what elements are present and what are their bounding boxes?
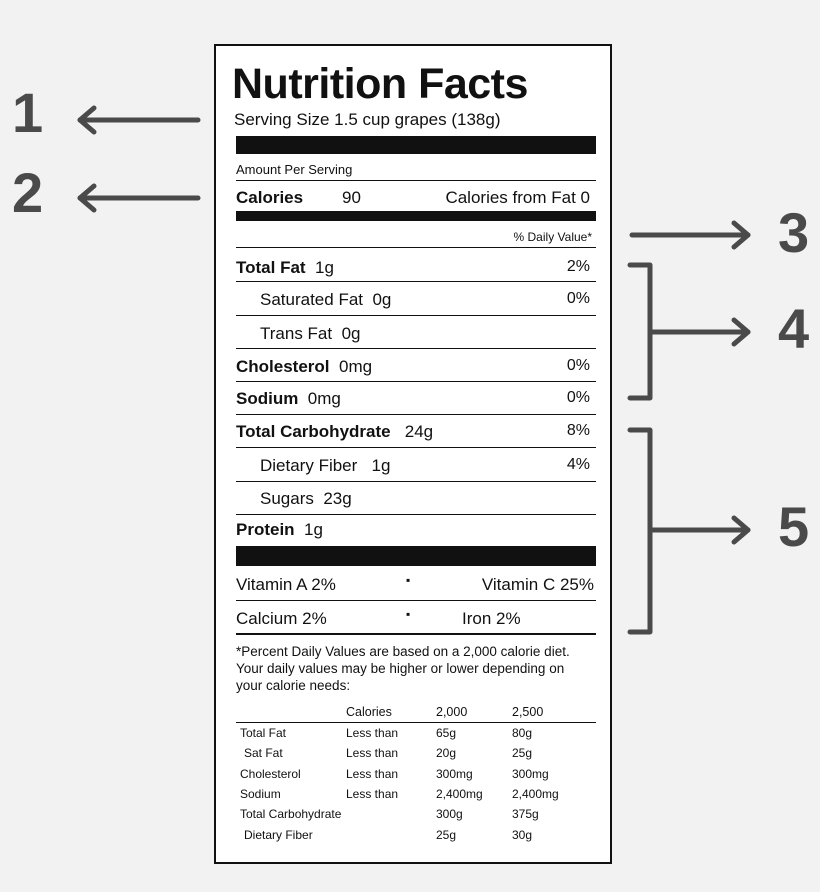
row-protein — [236, 520, 323, 540]
bullet-icon: ▪ — [406, 573, 411, 587]
nutrient-amount: 24g — [404, 422, 434, 441]
table-cell: 300mg — [512, 767, 549, 781]
nutrient-name: Sugars — [260, 489, 314, 508]
table-header-2500: 2,500 — [512, 705, 544, 719]
dv-cholesterol: 0% — [566, 357, 590, 374]
table-cell: 300mg — [436, 767, 473, 781]
table-cell: 20g — [436, 746, 457, 760]
row-trans-fat — [260, 324, 360, 344]
nutrient-amount: 0mg — [338, 357, 373, 376]
row-dietary-fiber — [260, 456, 390, 476]
dv-total-fat: 2% — [566, 258, 590, 275]
table-cell: 30g — [512, 828, 533, 842]
callout-number-2: 2 — [12, 161, 44, 224]
table-cell: Less than — [346, 787, 399, 801]
nutrient-amount: 1g — [304, 520, 323, 539]
thick-bar-protein — [236, 546, 596, 566]
divider — [236, 281, 596, 282]
vitamin-c: Vitamin C 25% — [481, 575, 594, 594]
table-cell: Less than — [346, 726, 399, 740]
row-saturated-fat — [260, 290, 391, 310]
table-cell: Total Fat — [240, 726, 287, 740]
dv-saturated-fat: 0% — [566, 290, 590, 307]
calcium: Calcium 2% — [236, 609, 327, 628]
divider — [236, 381, 596, 382]
divider — [236, 600, 596, 601]
dv-sodium: 0% — [566, 389, 590, 406]
table-cell: Less than — [346, 767, 399, 781]
callout-number-3: 3 — [778, 201, 810, 264]
dv-total-carbohydrate: 8% — [566, 422, 590, 439]
nutrient-name: Saturated Fat — [260, 290, 364, 309]
nutrient-amount: 1g — [315, 258, 334, 277]
calories-value: 90 — [342, 188, 361, 207]
table-cell: Sodium — [240, 787, 281, 801]
amount-per-serving: Amount Per Serving — [236, 162, 353, 177]
divider — [236, 315, 596, 316]
divider — [236, 514, 596, 515]
serving-size: Serving Size 1.5 cup grapes (138g) — [234, 110, 501, 129]
daily-value-header: % Daily Value* — [513, 230, 592, 244]
label-title: Nutrition Facts — [232, 60, 528, 108]
table-cell: Less than — [346, 746, 399, 760]
divider — [236, 722, 596, 723]
iron: Iron 2% — [462, 609, 521, 628]
bracket-4-icon — [630, 265, 748, 398]
divider — [236, 180, 596, 181]
row-sugars — [260, 489, 352, 509]
row-sodium — [236, 389, 341, 409]
table-cell: 2,400mg — [436, 787, 483, 801]
table-header-2000: 2,000 — [436, 705, 468, 719]
divider — [236, 247, 596, 248]
nutrient-name: Dietary Fiber — [260, 456, 358, 475]
divider — [236, 348, 596, 349]
nutrient-name: Total Fat — [236, 258, 306, 277]
nutrient-amount: 0g — [341, 324, 361, 343]
nutrient-amount: 23g — [323, 489, 352, 508]
arrow-1-icon — [80, 108, 198, 132]
divider — [236, 447, 596, 448]
nutrient-amount: 0g — [372, 290, 392, 309]
dv-dietary-fiber: 4% — [566, 456, 590, 473]
nutrient-name: Sodium — [236, 389, 299, 408]
divider — [236, 633, 596, 635]
divider — [236, 481, 596, 482]
row-total-fat — [236, 258, 334, 278]
nutrient-name: Protein — [236, 520, 295, 539]
thick-bar-calories — [236, 211, 596, 221]
calories-from-fat: Calories from Fat 0 — [445, 188, 590, 207]
thick-bar-top — [236, 136, 596, 154]
callout-number-5: 5 — [778, 495, 810, 558]
table-cell: 300g — [436, 807, 463, 821]
row-cholesterol — [236, 357, 372, 377]
table-cell: 65g — [436, 726, 457, 740]
nutrient-name: Trans Fat — [260, 324, 333, 343]
nutrient-amount: 1g — [371, 456, 391, 475]
table-cell: 25g — [512, 746, 533, 760]
arrow-2-icon — [80, 186, 198, 210]
table-cell: Cholesterol — [240, 767, 301, 781]
divider — [236, 414, 596, 415]
callout-number-1: 1 — [12, 81, 44, 144]
footnote: *Percent Daily Values are based on a 2,000 calorie diet. Your daily values may be higher or lower depending on your calorie needs: — [236, 644, 570, 693]
table-cell: 375g — [512, 807, 539, 821]
bullet-icon: ▪ — [406, 607, 411, 621]
table-cell: 2,400mg — [512, 787, 559, 801]
bracket-5-icon — [630, 430, 748, 632]
arrow-3-icon — [632, 223, 748, 247]
nutrition-facts-label — [214, 44, 612, 864]
calories-label: Calories — [236, 188, 304, 207]
table-cell: Sat Fat — [244, 746, 283, 760]
callout-number-4: 4 — [778, 297, 810, 360]
table-header-calories: Calories — [346, 705, 392, 719]
nutrient-name: Total Carbohydrate — [236, 422, 391, 441]
nutrient-name: Cholesterol — [236, 357, 330, 376]
table-cell: Dietary Fiber — [244, 828, 313, 842]
table-cell: 25g — [436, 828, 457, 842]
row-total-carbohydrate — [236, 422, 433, 442]
nutrient-amount: 0mg — [307, 389, 341, 408]
table-cell: 80g — [512, 726, 533, 740]
vitamin-a: Vitamin A 2% — [236, 575, 336, 594]
table-cell: Total Carbohydrate — [240, 807, 342, 821]
